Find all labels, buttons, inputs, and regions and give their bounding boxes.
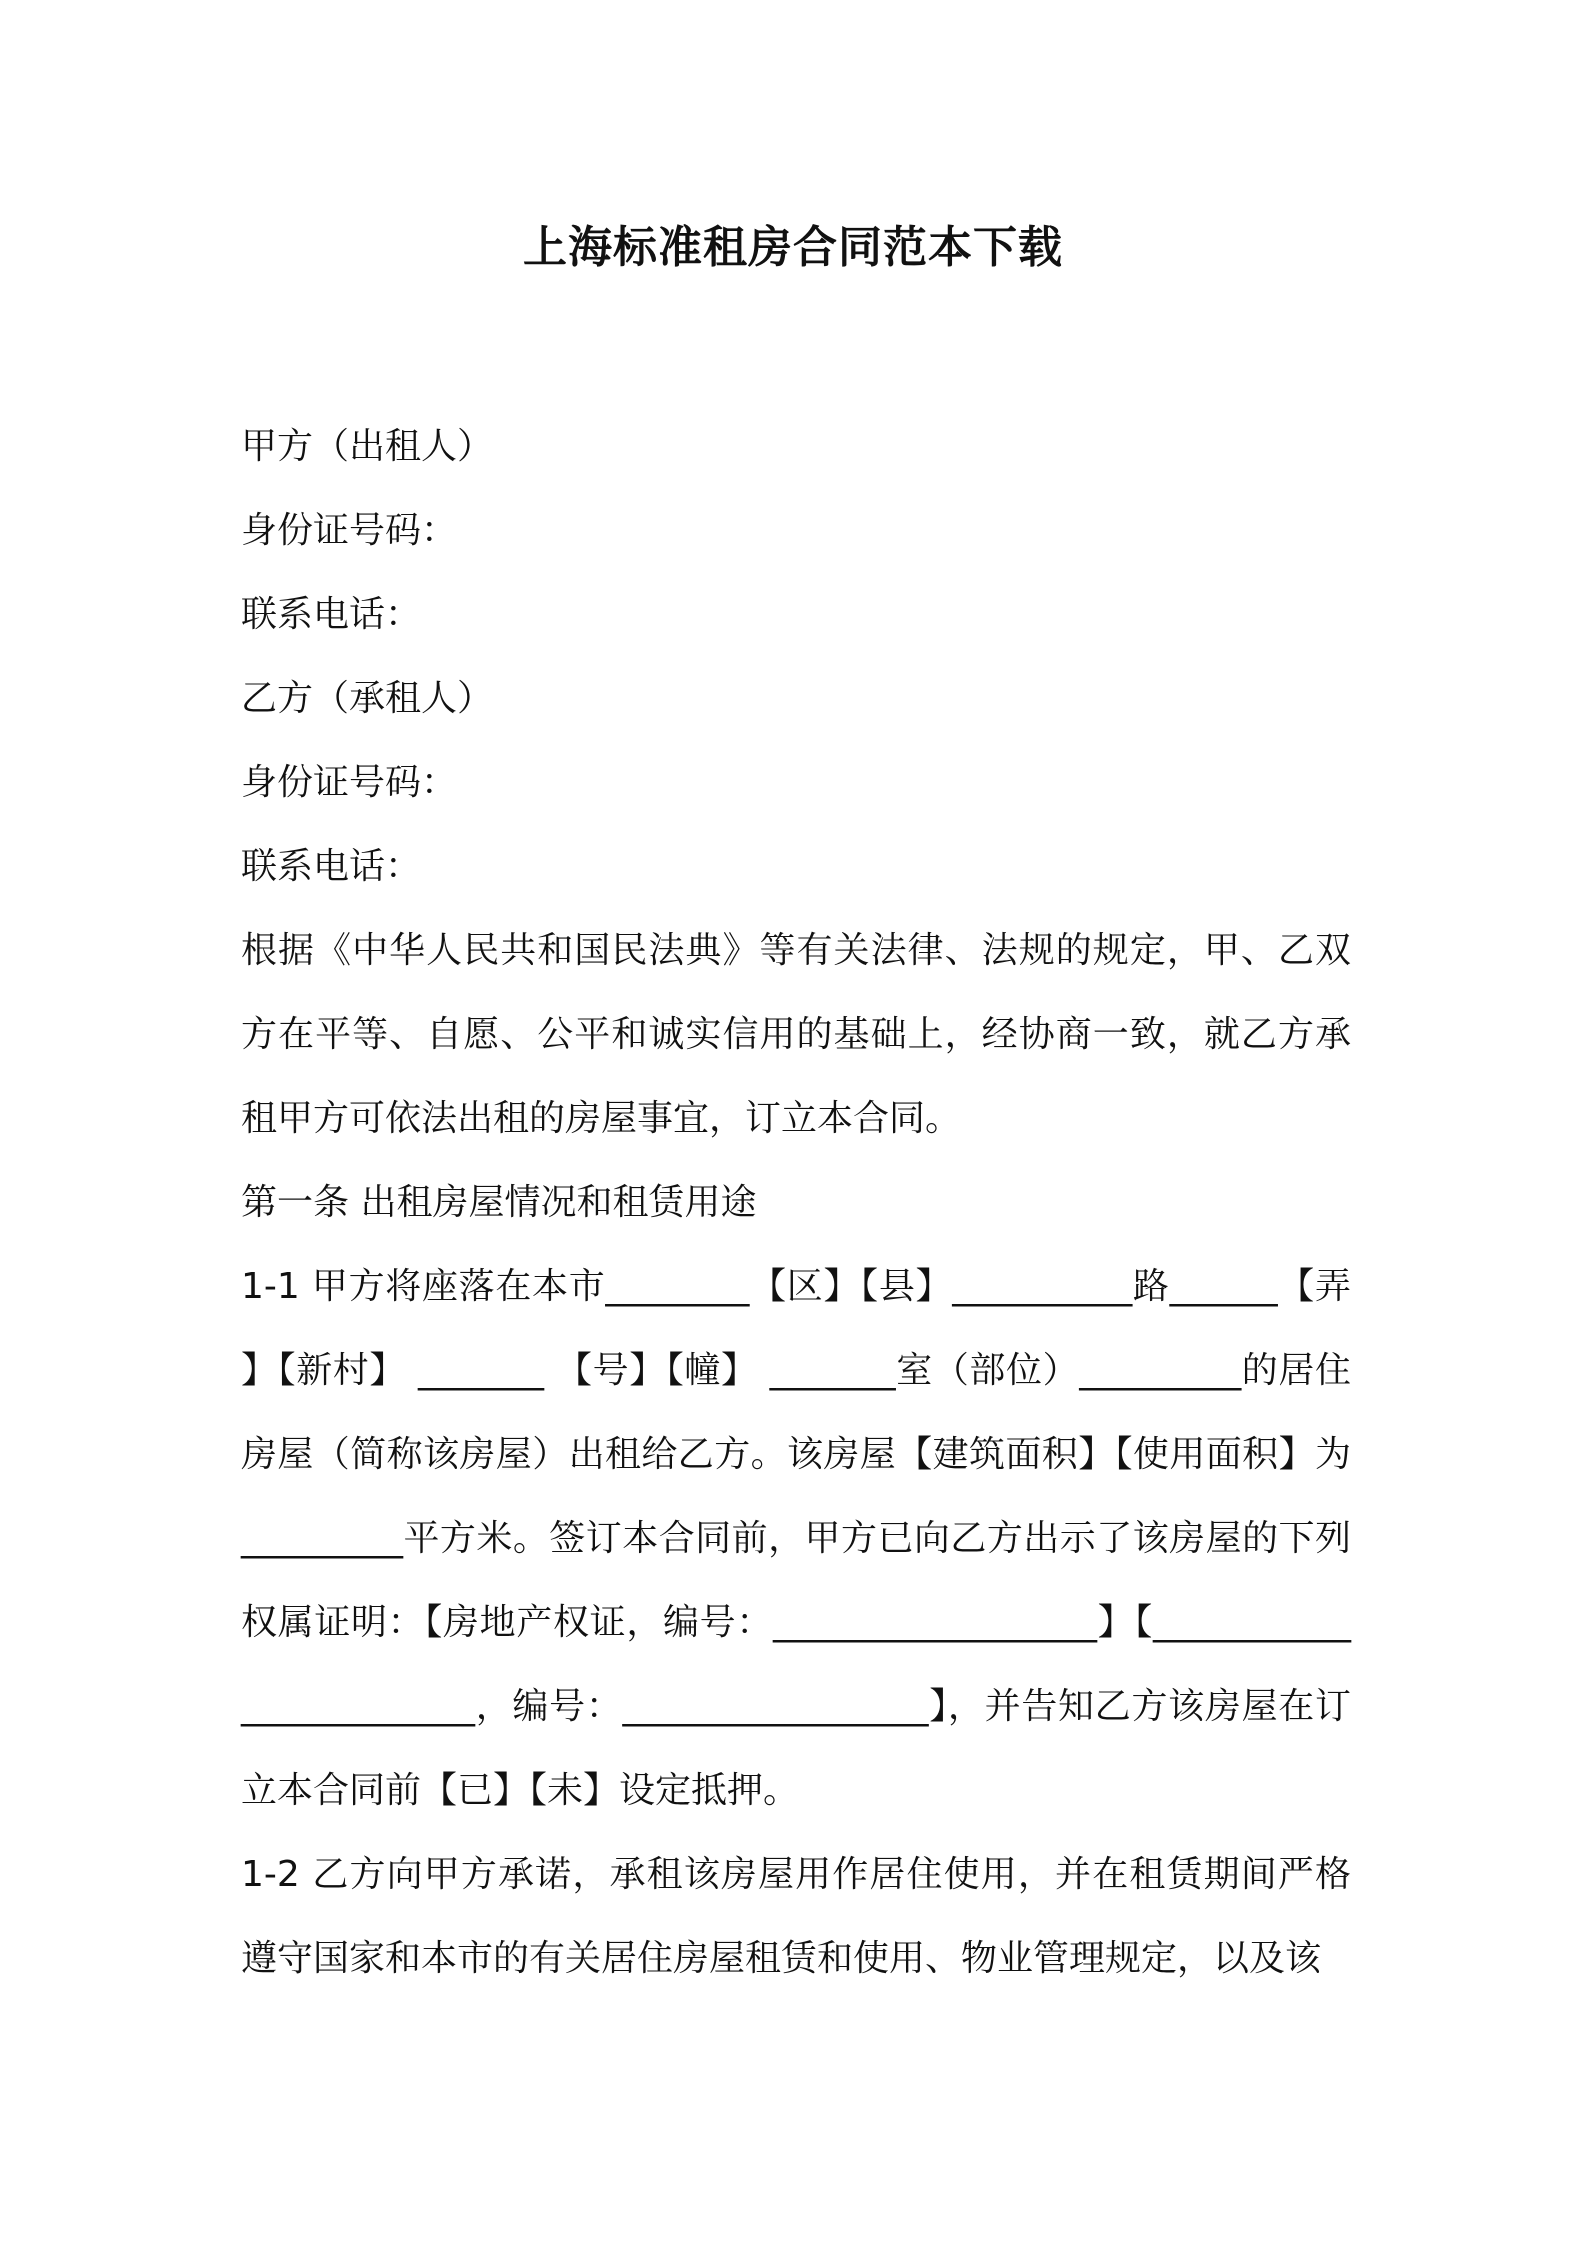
preamble-paragraph: 根据《中华人民共和国民法典》等有关法律、法规的规定，甲、乙双方在平等、自愿、公平和诚实信用的基础上，经协商一致，就乙方承租甲方可依法出租的房屋事宜，订立本合同。 [241,930,1351,1139]
party-a-phone-label: 联系电话： [241,594,422,635]
article-1-heading: 第一条 出租房屋情况和租赁用途 [241,1182,757,1223]
party-b-id-label: 身份证号码： [241,762,458,803]
document-title: 上海标准租房合同范本下载 [523,222,1063,273]
clause-1-1: 1-1 甲方将座落在本市________【区】【县】__________路______【弄】【新村】 _______ 【号】【幢】 _______室（部位）_________的居住房屋（简称该房屋）出租给乙方。该房屋【建筑面积】【使用面积】为_________平方米。签订本合同前，甲方已向乙方出示了该房屋的下列权属证明：【房地产权证，编号：__________________】【________________________，编号：_________________】，并告知乙方该房屋在订立本合同前【已】【未】设定抵押。 [241,1266,1351,1811]
party-b-label: 乙方（承租人） [241,678,494,719]
clause-1-2: 1-2 乙方向甲方承诺，承租该房屋用作居住使用，并在租赁期间严格遵守国家和本市的有关居住房屋租赁和使用、物业管理规定，以及该 [241,1854,1351,1979]
party-b-phone-label: 联系电话： [241,846,422,887]
contract-body [241,405,1351,2001]
party-a-id-label: 身份证号码： [241,510,458,551]
party-a-label: 甲方（出租人） [241,426,494,467]
